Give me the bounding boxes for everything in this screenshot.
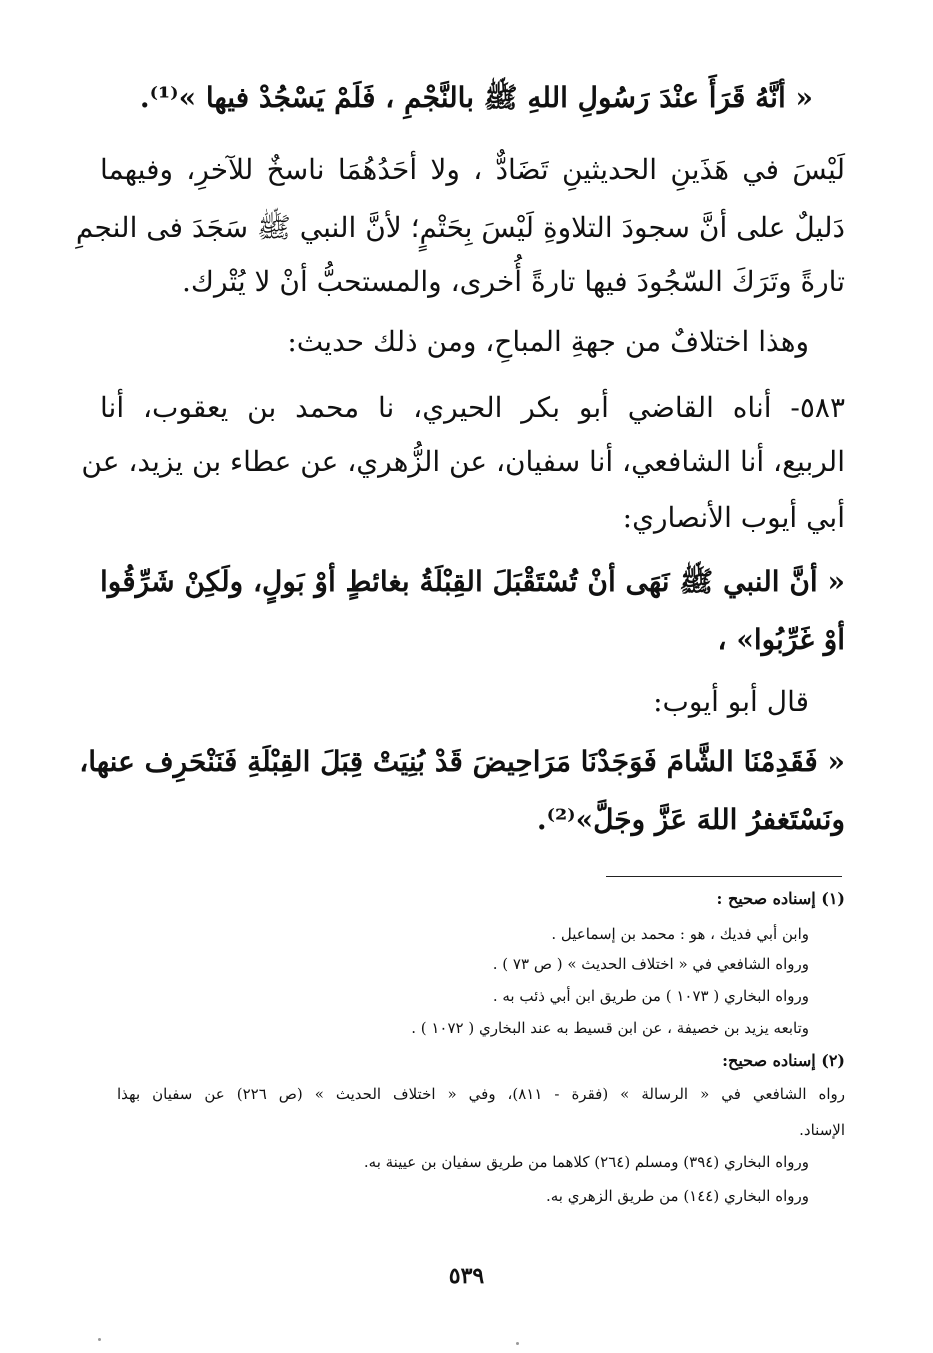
paragraph-1-line-1: لَيْسَ في هَذَينِ الحديثينِ تَضَادٌّ ، ولا أحَدُهُمَا ناسخٌ للآخرِ، وفيهما bbox=[100, 153, 845, 186]
hadith-quote-line-1: « أنَّهُ قَرَأَ عنْدَ رَسُولِ اللهِ ﷺ بالنَّجْمِ ، فَلَمْ يَسْجُدْ فيها »⁽¹⁾. bbox=[139, 81, 813, 114]
footnote-separator bbox=[606, 876, 842, 877]
quote-line-2: ونَسْتَغفرُ اللهَ عَزَّ وجَلَّ»⁽²⁾. bbox=[536, 803, 845, 836]
footnote-1-line-2: ورواه الشافعي في « اختلاف الحديث » ( ص ٧٣ ) . bbox=[492, 955, 809, 973]
footnote-2-heading: (٢) إسناده صحيح: bbox=[722, 1051, 845, 1070]
hadith-text-line-1: « أنَّ النبي ﷺ نَهَى أنْ تُسْتَقْبَلَ القِبْلَةُ بغائطٍ أوْ بَولٍ، ولَكِنْ شَرِّقُوا bbox=[100, 565, 845, 598]
paragraph-1-line-3: تارةً وتَرَكَ السّجُودَ فيها تارةً أُخرى، والمستحبُّ أنْ لا يُتْرك. bbox=[181, 265, 845, 298]
quote-line-1: « فَقَدِمْنَا الشَّامَ فَوَجَدْنَا مَرَاحِيضَ قَدْ بُنِيَتْ قِبَلَ القِبْلَةِ فَنَنْحَرِف عنها، bbox=[79, 745, 845, 778]
footnote-2-line-4: ورواه البخاري (١٤٤) من طريق الزهري به. bbox=[545, 1187, 809, 1205]
hadith-chain-line-3: أبي أيوب الأنصاري: bbox=[622, 501, 845, 534]
scan-speck bbox=[98, 1338, 101, 1341]
footnote-1-line-4: وتابعه يزيد بن خصيفة ، عن ابن قسيط به عند البخاري ( ١٠٧٢ ) . bbox=[411, 1019, 809, 1037]
paragraph-1-line-2: دَليلٌ على أنَّ سجودَ التلاوةِ لَيْسَ بِحَتْمٍ؛ لأنَّ النبي ﷺ سَجَدَ فى النجمِ bbox=[75, 211, 845, 244]
footnote-2-line-3: ورواه البخاري (٣٩٤) ومسلم (٢٦٤) كلاهما من طريق سفيان بن عيينة به. bbox=[363, 1153, 809, 1171]
footnote-2-line-1: رواه الشافعي في « الرسالة » (فقرة - ٨١١)، وفي « اختلاف الحديث » (ص ٢٢٦) عن سفيان بهذا bbox=[117, 1085, 845, 1103]
page-number: ٥٣٩ bbox=[448, 1263, 485, 1289]
footnote-1-line-1: وابن أبي فديك ، هو : محمد بن إسماعيل . bbox=[551, 925, 809, 943]
scan-speck bbox=[516, 1342, 519, 1345]
hadith-chain-line-2: الربيع، أنا الشافعي، أنا سفيان، عن الزُّهري، عن عطاء بن يزيد، عن bbox=[81, 445, 845, 478]
paragraph-2: وهذا اختلافٌ من جهةِ المباحِ، ومن ذلك حديث: bbox=[287, 325, 809, 358]
hadith-text-line-2: أوْ غَرِّبُوا» ، bbox=[717, 623, 845, 656]
hadith-chain-line-1: ٥٨٣- أناه القاضي أبو بكر الحيري، نا محمد بن يعقوب، أنا bbox=[100, 391, 845, 424]
footnote-1-heading: (١) إسناده صحيح : bbox=[716, 889, 845, 908]
footnote-1-line-3: ورواه البخاري ( ١٠٧٣ ) من طريق ابن أبي ذئب به . bbox=[492, 987, 809, 1005]
qala-abu-ayyub: قال أبو أيوب: bbox=[653, 685, 809, 718]
footnote-2-line-2: الإسناد. bbox=[799, 1121, 845, 1139]
